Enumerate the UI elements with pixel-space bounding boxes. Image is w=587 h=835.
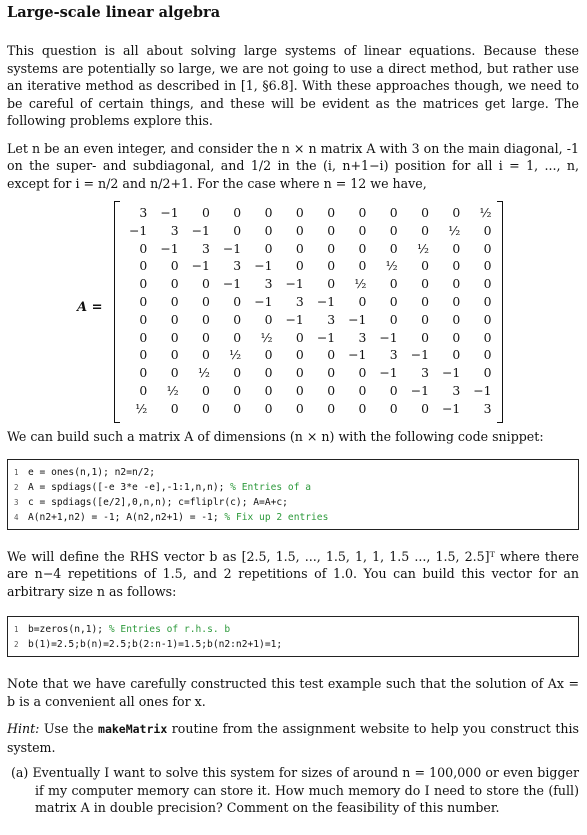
matrix-cell: 0	[264, 311, 273, 327]
matrix-cell: 0	[139, 258, 148, 274]
matrix-cell: 0	[358, 382, 367, 398]
matrix-cell: 0	[233, 365, 242, 381]
hint-code: makeMatrix	[98, 722, 168, 736]
note-paragraph: Note that we have carefully constructed this test example such that the solution of Ax = b is a convenient all ones for x.	[7, 676, 579, 709]
matrix-cell: −1	[160, 240, 179, 256]
line-number: 2	[14, 640, 19, 649]
code-text: c = spdiags([e/2],0,n,n); c=fliplr(c); A=A+c;	[28, 496, 288, 508]
matrix-cell: 0	[233, 400, 242, 416]
matrix-cell: 0	[295, 400, 304, 416]
matrix-cell: 0	[421, 222, 429, 238]
matrix-cell: −1	[442, 400, 461, 416]
matrix-cell: 0	[389, 222, 398, 238]
matrix-cell: 0	[295, 365, 304, 381]
matrix-cell: 0	[327, 276, 336, 292]
matrix-cell: −1	[254, 293, 273, 309]
matrix-cell: 0	[483, 329, 492, 345]
matrix-cell: −1	[285, 276, 304, 292]
matrix-cell: −1	[442, 365, 461, 381]
matrix-cell: 0	[295, 258, 304, 274]
matrix-cell: 0	[202, 347, 210, 363]
code-line	[14, 622, 572, 637]
matrix-cell: 3	[202, 240, 210, 256]
matrix-cell: 0	[452, 293, 461, 309]
matrix-cell: 0	[483, 365, 492, 381]
matrix-cell: 0	[327, 347, 336, 363]
hint-post: routine from the assignment website to help you construct this system.	[7, 721, 579, 755]
matrix-cell: 0	[264, 365, 273, 381]
matrix-cell: 0	[170, 293, 179, 309]
matrix-cell: 0	[358, 365, 367, 381]
matrix-cell: 0	[139, 382, 148, 398]
matrix-cell: ½	[448, 222, 461, 238]
hint-label: Hint:	[7, 721, 40, 736]
matrix-cell: 0	[452, 258, 461, 274]
matrix-cell: 0	[358, 222, 367, 238]
matrix-cell: 0	[421, 293, 429, 309]
matrix-cell: 0	[264, 347, 273, 363]
matrix-cell: −1	[379, 329, 398, 345]
matrix-cell: 0	[264, 382, 273, 398]
matrix-cell: 0	[421, 276, 429, 292]
line-number: 3	[14, 497, 19, 507]
matrix-cell: 0	[139, 276, 148, 292]
matrix-cell: ½	[385, 258, 398, 274]
matrix-cell: ½	[166, 382, 179, 398]
matrix-cell: 0	[327, 240, 336, 256]
matrix-cell: 0	[389, 311, 398, 327]
matrix-cell: 0	[421, 311, 429, 327]
code-comment: % Fix up 2 entries	[224, 511, 329, 523]
hint-paragraph	[7, 720, 579, 756]
matrix-cell: 0	[233, 311, 242, 327]
matrix-cell: −1	[160, 205, 179, 220]
matrix-cell: ½	[229, 347, 242, 363]
matrix-cell: 0	[202, 329, 210, 345]
code-line	[14, 510, 572, 525]
question-part-a: (a) Eventually I want to solve this system for sizes of around n = 100,000 or even bigger if my computer memory can store it. How much memory do I need to store the (full) matrix A in double precision? Comment on the feasibility of this number.	[11, 765, 579, 815]
matrix-cell: −1	[254, 258, 273, 274]
matrix-cell: 3	[389, 347, 398, 363]
matrix-cell: 0	[389, 293, 398, 309]
matrix-cell: 3	[452, 382, 461, 398]
matrix-cell: 0	[358, 293, 367, 309]
matrix-cell: −1	[191, 222, 210, 238]
code-line	[14, 495, 572, 510]
matrix-cell: 0	[233, 329, 242, 345]
code-comment: % Entries of a	[230, 481, 312, 493]
code-line	[14, 637, 572, 652]
matrix-cell: 0	[233, 205, 242, 220]
code-snippet-matrix	[7, 459, 579, 530]
matrix-cell: 0	[358, 400, 367, 416]
line-number: 4	[14, 512, 19, 522]
matrix-cell: 0	[264, 400, 273, 416]
matrix-cell: 0	[202, 382, 210, 398]
matrix-cell: 0	[421, 205, 429, 220]
matrix-cell: 0	[327, 365, 336, 381]
matrix-cell: 0	[389, 382, 398, 398]
matrix-cell: 3	[139, 205, 148, 220]
matrix-cell: 0	[170, 400, 179, 416]
matrix-cell: 0	[202, 311, 210, 327]
matrix-cell: 0	[483, 347, 492, 363]
matrix-cell: 3	[170, 222, 179, 238]
matrix-cell: 0	[358, 258, 367, 274]
matrix-cell: 0	[202, 293, 210, 309]
matrix-cell: 3	[483, 400, 492, 416]
matrix-cell: ½	[354, 276, 367, 292]
matrix-cell: 0	[389, 400, 398, 416]
matrix-cell: 0	[295, 205, 304, 220]
matrix-cell: 0	[483, 240, 492, 256]
matrix-cell: 0	[421, 258, 429, 274]
code-text: b=zeros(n,1);	[28, 624, 109, 635]
line-number: 1	[14, 467, 19, 477]
matrix-cell: 0	[264, 240, 273, 256]
code-line	[14, 465, 572, 480]
matrix-cell: 0	[483, 293, 492, 309]
matrix-cell: 0	[452, 329, 461, 345]
matrix-cell: −1	[348, 347, 367, 363]
matrix-cell: 0	[452, 205, 461, 220]
matrix-cell: 3	[327, 311, 336, 327]
matrix-cell: 0	[202, 276, 210, 292]
matrix-cell: 0	[452, 276, 461, 292]
matrix-cell: 0	[139, 365, 148, 381]
matrix-cell: 0	[170, 258, 179, 274]
matrix-cell: 0	[170, 329, 179, 345]
matrix-cell: 3	[233, 258, 242, 274]
matrix-cell: 0	[233, 293, 242, 309]
matrix-cell: 0	[452, 240, 461, 256]
code-text: b(1)=2.5;b(n)=2.5;b(2:n-1)=1.5;b(n2:n2+1)=1;	[28, 639, 283, 650]
matrix-cell: 0	[264, 205, 273, 220]
matrix-cell: 0	[483, 311, 492, 327]
matrix-cell: 0	[452, 311, 461, 327]
line-number: 2	[14, 482, 19, 492]
matrix-cell: −1	[379, 365, 398, 381]
matrix-cell: −1	[129, 222, 148, 238]
matrix-cell: 0	[327, 258, 336, 274]
matrix-cell: 0	[295, 382, 304, 398]
matrix-cell: ½	[135, 400, 148, 416]
matrix-cell: 0	[389, 276, 398, 292]
section-title: Large-scale linear algebra	[7, 4, 221, 21]
matrix-cell: 0	[358, 240, 367, 256]
code-line	[14, 480, 572, 495]
build-paragraph: We can build such a matrix A of dimensions (n × n) with the following code snippet:	[7, 429, 544, 444]
intro-paragraph: This question is all about solving large systems of linear equations. Because these systems are potentially so large, we are not going to use a direct method, but rather use an iterative method as described in [1, §6.8]. With these approaches though, we need to be careful of certain things, and these will be evident as the matrices get large. The following problems explore this.	[7, 43, 579, 128]
matrix-cell: 0	[389, 205, 398, 220]
matrix-cell: −1	[348, 311, 367, 327]
matrix-cell: ½	[260, 329, 273, 345]
code-text: A(n2+1,n2) = -1; A(n2,n2+1) = -1;	[28, 511, 225, 523]
code-comment: % Entries of r.h.s. b	[108, 624, 231, 635]
matrix-cell: 0	[327, 205, 336, 220]
matrix-cell: 0	[389, 240, 398, 256]
matrix-display	[7, 198, 579, 428]
left-bracket	[114, 201, 120, 423]
matrix-cell: −1	[316, 329, 336, 345]
matrix-cell: 3	[421, 365, 429, 381]
matrix-cell: 0	[139, 240, 148, 256]
code-snippet-rhs	[7, 616, 579, 657]
matrix-cell: −1	[316, 293, 336, 309]
line-number: 1	[14, 625, 19, 634]
code-text: A = spdiags([-e 3*e -e],-1:1,n,n);	[28, 481, 231, 493]
matrix-cell: 3	[264, 276, 273, 292]
matrix-cell: −1	[285, 311, 304, 327]
matrix-cell: −1	[473, 382, 492, 398]
matrix-cell: ½	[479, 205, 492, 220]
matrix-cell: 3	[295, 293, 304, 309]
setup-paragraph: Let n be an even integer, and consider the n × n matrix A with 3 on the main diagonal, -1 on the super- and subdiagonal, and 1/2 in the (i, n+1−i) position for all i = 1, ..., n, except for i = n/2 and n/2+1. For the case where n = 12 we have,	[7, 140, 579, 191]
matrix-cell: 0	[264, 222, 273, 238]
matrix-grid	[122, 204, 498, 418]
matrix-cell: 0	[139, 329, 148, 345]
rhs-paragraph: We will define the RHS vector b as [2.5, 1.5, ..., 1.5, 1, 1, 1.5 ..., 1.5, 2.5]ᵀ where there are n−4 repetitions of 1.5, and 2 repetitions of 1.0. You can build this vector for an arbitrary size n as follows:	[7, 548, 579, 599]
matrix-label: A =	[77, 300, 103, 315]
matrix-cell: 0	[202, 205, 210, 220]
matrix-cell: −1	[222, 276, 242, 292]
matrix-cell: 0	[202, 400, 210, 416]
matrix-cell: 0	[233, 222, 242, 238]
matrix-cell: 0	[327, 222, 336, 238]
matrix-cell: 0	[421, 400, 429, 416]
matrix-cell: ½	[416, 240, 429, 256]
matrix-cell: 0	[139, 311, 148, 327]
matrix-cell: −1	[191, 258, 210, 274]
matrix-cell: 0	[139, 293, 148, 309]
matrix-cell: 0	[295, 240, 304, 256]
matrix-cell: 0	[358, 205, 367, 220]
matrix-cell: 0	[139, 347, 148, 363]
matrix-cell: 0	[421, 329, 429, 345]
matrix-cell: ½	[197, 365, 210, 381]
matrix-cell: 0	[483, 258, 492, 274]
matrix-cell: 0	[483, 222, 492, 238]
matrix-cell: 0	[170, 276, 179, 292]
matrix-cell: 0	[233, 382, 242, 398]
matrix-cell: −1	[410, 347, 429, 363]
code-text: e = ones(n,1); n2=n/2;	[28, 466, 156, 478]
matrix-cell: −1	[222, 240, 242, 256]
matrix-cell: 0	[170, 311, 179, 327]
matrix-cell: 0	[170, 365, 179, 381]
matrix-cell: 0	[295, 222, 304, 238]
matrix-cell: 3	[358, 329, 367, 345]
hint-pre: Use the	[39, 721, 99, 736]
right-bracket	[497, 201, 503, 423]
matrix-cell: 0	[295, 347, 304, 363]
matrix-cell: 0	[295, 329, 304, 345]
matrix-cell: 0	[170, 347, 179, 363]
matrix-cell: 0	[327, 400, 336, 416]
matrix-cell: 0	[483, 276, 492, 292]
matrix-cell: 0	[452, 347, 461, 363]
matrix-cell: 0	[327, 382, 336, 398]
matrix-cell: −1	[410, 382, 429, 398]
